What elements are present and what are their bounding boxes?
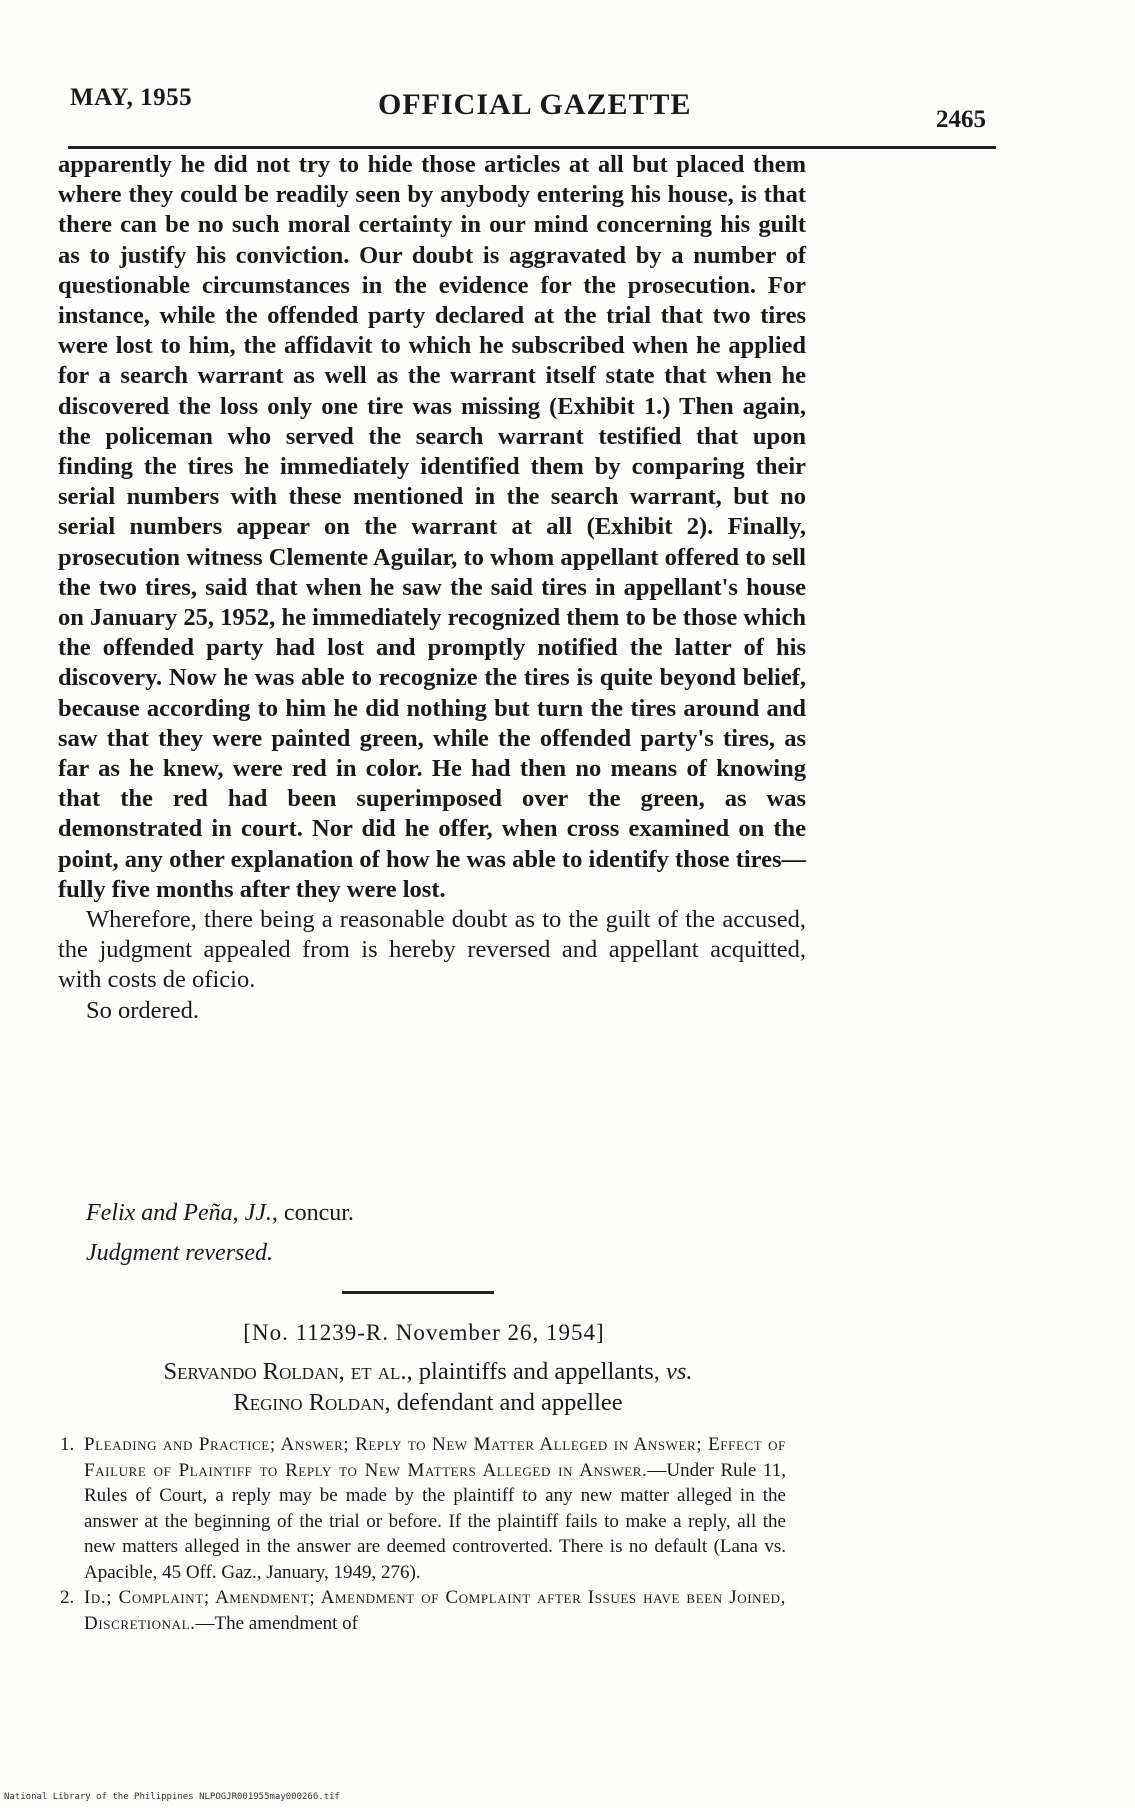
concurrence — [86, 1200, 354, 1227]
case-title — [52, 1356, 804, 1418]
body-paragraph-3: So ordered. — [86, 996, 199, 1024]
body-paragraph-1: apparently he did not try to hide those articles at all but placed them where they could be readily seen by anybody entering his house, is that there can be no such moral certainty in our mind concerning his guilt as to justify his conviction. Our doubt is aggravated by a number of questionable circumstances in the evidence for the prosecution. For instance, while the offended party declared at the trial that two tires were lost to him, the affidavit to which he subscribed when he applied for a search warrant as well as the warrant itself state that when he discovered the loss only one tire was missing (Exhibit 1.) Then again, the policeman who served the search warrant testified that upon finding the tires he immediately identified them by comparing their serial numbers with these mentioned in the search warrant, but no serial numbers appear on the warrant at all (Exhibit 2). Finally, prosecution witness Clemente Aguilar, to whom appellant offered to sell the two tires, said that when he saw the said tires in appellant's house on January 25, 1952, he immediately recognized them to be those which the offended party had lost and promptly notified the latter of his discovery. Now he was able to recognize the tires is quite beyond belief, because according to him he did nothing but turn the tires around and saw that they were painted green, while the offended party's tires, as far as he knew, were red in color. He had then no means of knowing that the red had been superimposed over the green, as was demonstrated in court. Nor did he offer, when cross examined on the point, any other explanation of how he was able to identify those tires—fully five months after they were lost. — [58, 151, 806, 903]
page-number: 2465 — [936, 106, 986, 133]
disposition: Judgment reversed. — [86, 1240, 274, 1266]
syllabus-item — [60, 1585, 786, 1636]
case-title-line-2 — [52, 1387, 804, 1418]
syllabus-number: 2. — [60, 1587, 75, 1608]
syllabus-item — [60, 1432, 786, 1585]
concurring-justices: Felix and Peña, JJ., — [86, 1200, 278, 1226]
header-rule — [68, 146, 996, 149]
syllabus-number: 1. — [60, 1434, 75, 1455]
scan-footer: National Library of the Philippines NLPOGJR001955may000266.tif — [4, 1792, 340, 1802]
concur-verb: concur. — [283, 1200, 354, 1226]
plaintiff-role: plaintiffs and appellants, — [418, 1358, 660, 1385]
syllabus-text: —The amendment of — [195, 1612, 359, 1634]
decision-body — [58, 150, 806, 1026]
plaintiff-name: Servando Roldan, et al., — [163, 1358, 413, 1385]
versus: vs. — [666, 1358, 693, 1385]
header-title: OFFICIAL GAZETTE — [378, 88, 692, 121]
defendant-role: defendant and appellee — [396, 1389, 623, 1416]
defendant-name: Regino Roldan, — [233, 1389, 391, 1416]
syllabus — [60, 1432, 786, 1636]
case-number: [No. 11239-R. November 26, 1954] — [243, 1320, 605, 1345]
syllabus-heading: Id.; Complaint; Amendment; Amendment of Complaint after Issues have been Joined, Discretional. — [84, 1587, 786, 1634]
case-title-line-1 — [52, 1356, 804, 1387]
syllabus-heading: Pleading and Practice; Answer; Reply to New Matter Alleged in Answer; Effect of Failure of Plaintiff to Reply to New Matters Alleged in Answer. — [84, 1434, 786, 1481]
header-date: MAY, 1955 — [70, 84, 193, 111]
section-divider — [342, 1291, 494, 1294]
body-paragraph-2: Wherefore, there being a reasonable doubt as to the guilt of the accused, the judgment appealed from is hereby reversed and appellant acquitted, with costs de oficio. — [58, 906, 806, 994]
syllabus-text: —Under Rule 11, Rules of Court, a reply may be made by the plaintiff to any new matter alleged in the answer at the beginning of the trial or before. If the plaintiff fails to make a reply, all the new matters alleged in the answer are deemed controverted. There is no default (Lana vs. Apacible, 45 Off. Gaz., January, 1949, 276). — [84, 1459, 786, 1583]
